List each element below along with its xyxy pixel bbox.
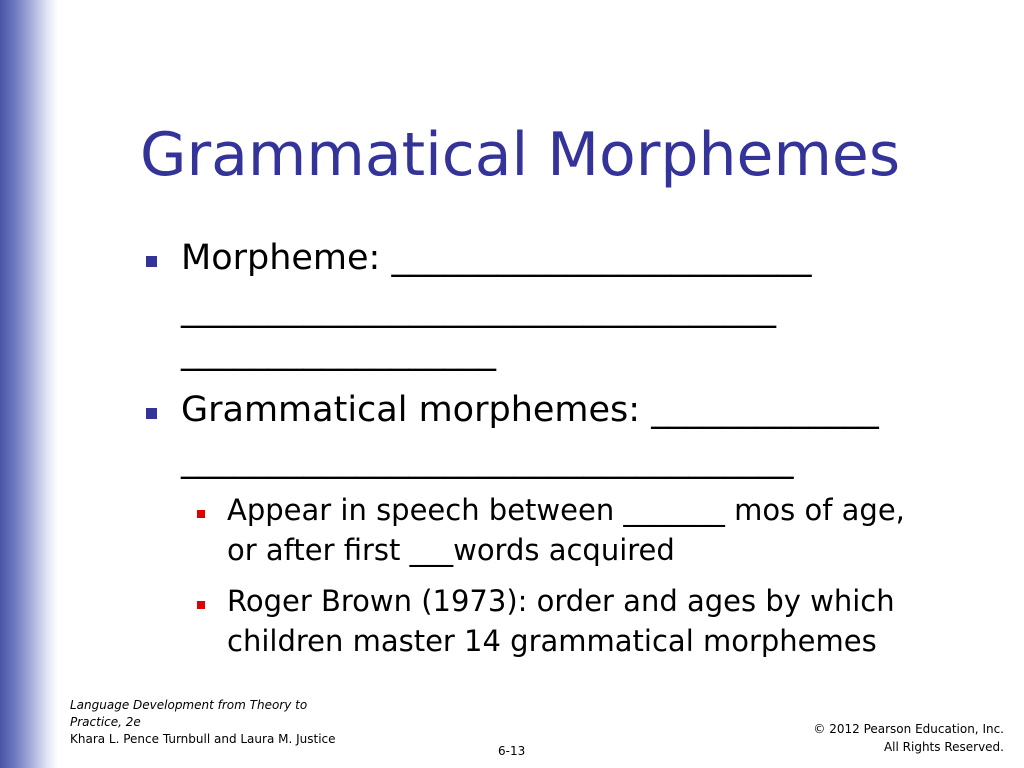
bullet-2-line-1: Grammatical morphemes: _____________	[181, 390, 879, 430]
copyright-line-1: © 2012 Pearson Education, Inc.	[813, 722, 1004, 736]
bullet-1-line-3: __________________	[181, 332, 496, 372]
footer-copyright	[813, 720, 1004, 756]
decorative-sidebar-gradient	[0, 0, 58, 768]
bullet-marker	[146, 256, 157, 267]
sub-bullet-marker	[197, 510, 205, 518]
sub-bullet-2-line-2: children master 14 grammatical morphemes	[227, 624, 877, 658]
footer-authors: Khara L. Pence Turnbull and Laura M. Justice	[70, 732, 336, 746]
slide-title: Grammatical Morphemes	[140, 120, 901, 190]
footer-book-info	[70, 697, 336, 748]
bullet-1-line-1: Morpheme: ________________________	[181, 238, 812, 278]
footer-book-title-line-1: Language Development from Theory to	[70, 698, 308, 712]
sub-bullet-1-line-1: Appear in speech between _______ mos of age,	[227, 493, 905, 527]
sub-bullet-marker	[197, 601, 205, 609]
bullet-2-line-2: ___________________________________	[181, 440, 794, 480]
sub-bullet-1-line-2: or after first ___words acquired	[227, 533, 675, 567]
sub-bullet-2-line-1: Roger Brown (1973): order and ages by which	[227, 584, 895, 618]
footer-book-title-line-2: Practice, 2e	[70, 715, 141, 729]
bullet-marker	[146, 408, 157, 419]
copyright-line-2: All Rights Reserved.	[883, 740, 1004, 754]
bullet-1-line-2: __________________________________	[181, 289, 776, 329]
slide-number: 6-13	[498, 744, 526, 758]
